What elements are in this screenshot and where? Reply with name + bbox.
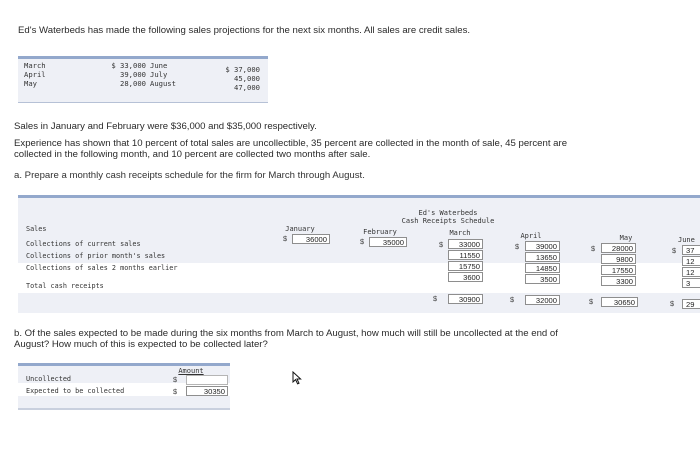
jun-total-input[interactable]: 29 — [682, 299, 700, 309]
amount-header: Amount — [178, 367, 204, 375]
dollar-sign: $ — [589, 297, 594, 306]
experience-text-1: Experience has shown that 10 percent of total sales are uncollectible, 35 percent are collected in the month of sale, 45 percent are — [14, 138, 568, 149]
col-header-march: March — [449, 229, 471, 237]
dollar-sign: $ — [283, 234, 288, 243]
schedule-subtitle: Cash Receipts Schedule — [401, 217, 495, 225]
cursor-icon — [292, 371, 302, 385]
schedule-title: Ed's Waterbeds — [418, 209, 478, 217]
apr-prior-input[interactable]: 14850 — [525, 263, 560, 273]
question-a: a. Prepare a monthly cash receipts schedule for the firm for March through August. — [14, 170, 365, 181]
proj-month: March — [24, 61, 46, 70]
proj-amount: 39,000 — [120, 70, 146, 79]
prior-sales-text: Sales in January and February were $36,000 and $35,000 respectively. — [14, 121, 317, 132]
jun-prior-input[interactable]: 12 — [682, 267, 700, 277]
col-header-january: January — [285, 225, 315, 233]
may-sales-input[interactable]: 28000 — [601, 243, 636, 253]
mar-total-input[interactable]: 30900 — [448, 294, 483, 304]
sales-projections-table — [18, 56, 268, 103]
cash-receipts-schedule — [18, 195, 700, 313]
col-header-april: April — [520, 232, 542, 240]
jun-earlier-input[interactable]: 3 — [682, 278, 700, 288]
may-earlier-input[interactable]: 3300 — [601, 276, 636, 286]
mar-sales-input[interactable]: 33000 — [448, 239, 483, 249]
proj-month: May — [24, 79, 37, 88]
proj-amount: 45,000 — [234, 74, 260, 83]
mar-prior-input[interactable]: 15750 — [448, 261, 483, 271]
apr-earlier-input[interactable]: 3500 — [525, 274, 560, 284]
dollar-sign: $ — [672, 246, 677, 255]
mar-current-input[interactable]: 11550 — [448, 250, 483, 260]
row-label-total: Total cash receipts — [26, 282, 104, 290]
may-total-input[interactable]: 30650 — [601, 297, 638, 307]
expected-collected-input[interactable]: 30350 — [186, 386, 228, 396]
mar-earlier-input[interactable]: 3600 — [448, 272, 483, 282]
col-header-june: June — [678, 236, 695, 244]
uncollected-table — [18, 363, 230, 410]
row-label-earlier: Collections of sales 2 months earlier — [26, 264, 178, 272]
proj-month: August — [150, 79, 176, 88]
jun-sales-input[interactable]: 37 — [682, 245, 700, 255]
row-label-prior: Collections of prior month's sales — [26, 252, 166, 260]
dollar-sign: $ — [173, 375, 178, 384]
experience-text-2: collected in the following month, and 10 percent are collected two months after sale. — [14, 149, 371, 160]
question-b-line1: b. Of the sales expected to be made during the six months from March to August, how much will still be uncollected at the end of — [14, 328, 558, 339]
apr-total-input[interactable]: 32000 — [525, 295, 560, 305]
dollar-sign: $ — [510, 295, 515, 304]
dollar-sign: $ — [591, 244, 596, 253]
row-label-current: Collections of current sales — [26, 240, 141, 248]
dollar-sign: $ — [360, 237, 365, 246]
dollar-sign: $ — [173, 387, 178, 396]
dollar-sign: $ — [515, 242, 520, 251]
proj-month: June — [150, 61, 168, 70]
uncollected-input[interactable] — [186, 375, 228, 385]
apr-current-input[interactable]: 13650 — [525, 252, 560, 262]
dollar-sign: $ — [670, 299, 675, 308]
may-prior-input[interactable]: 17550 — [601, 265, 636, 275]
intro-text: Ed's Waterbeds has made the following sales projections for the next six months. All sales are credit sales. — [18, 25, 471, 36]
jan-sales-input[interactable]: 36000 — [292, 234, 330, 244]
question-b-line2: August? How much of this is expected to be collected later? — [14, 339, 268, 350]
may-current-input[interactable]: 9800 — [601, 254, 636, 264]
uncollected-label: Uncollected — [26, 375, 72, 383]
apr-sales-input[interactable]: 39000 — [525, 241, 560, 251]
row-label-sales: Sales — [26, 225, 47, 233]
proj-month: July — [150, 70, 168, 79]
col-header-may: May — [619, 234, 633, 242]
proj-amount: $ 33,000 — [111, 61, 146, 70]
proj-amount: 28,000 — [120, 79, 146, 88]
proj-amount: 47,000 — [234, 83, 260, 92]
feb-sales-input[interactable]: 35000 — [369, 237, 407, 247]
dollar-sign: $ — [433, 294, 438, 303]
expected-collected-label: Expected to be collected — [26, 387, 125, 395]
jun-current-input[interactable]: 12 — [682, 256, 700, 266]
col-header-february: February — [363, 228, 397, 236]
proj-amount: $ 37,000 — [225, 65, 260, 74]
proj-month: April — [24, 70, 46, 79]
dollar-sign: $ — [439, 240, 444, 249]
